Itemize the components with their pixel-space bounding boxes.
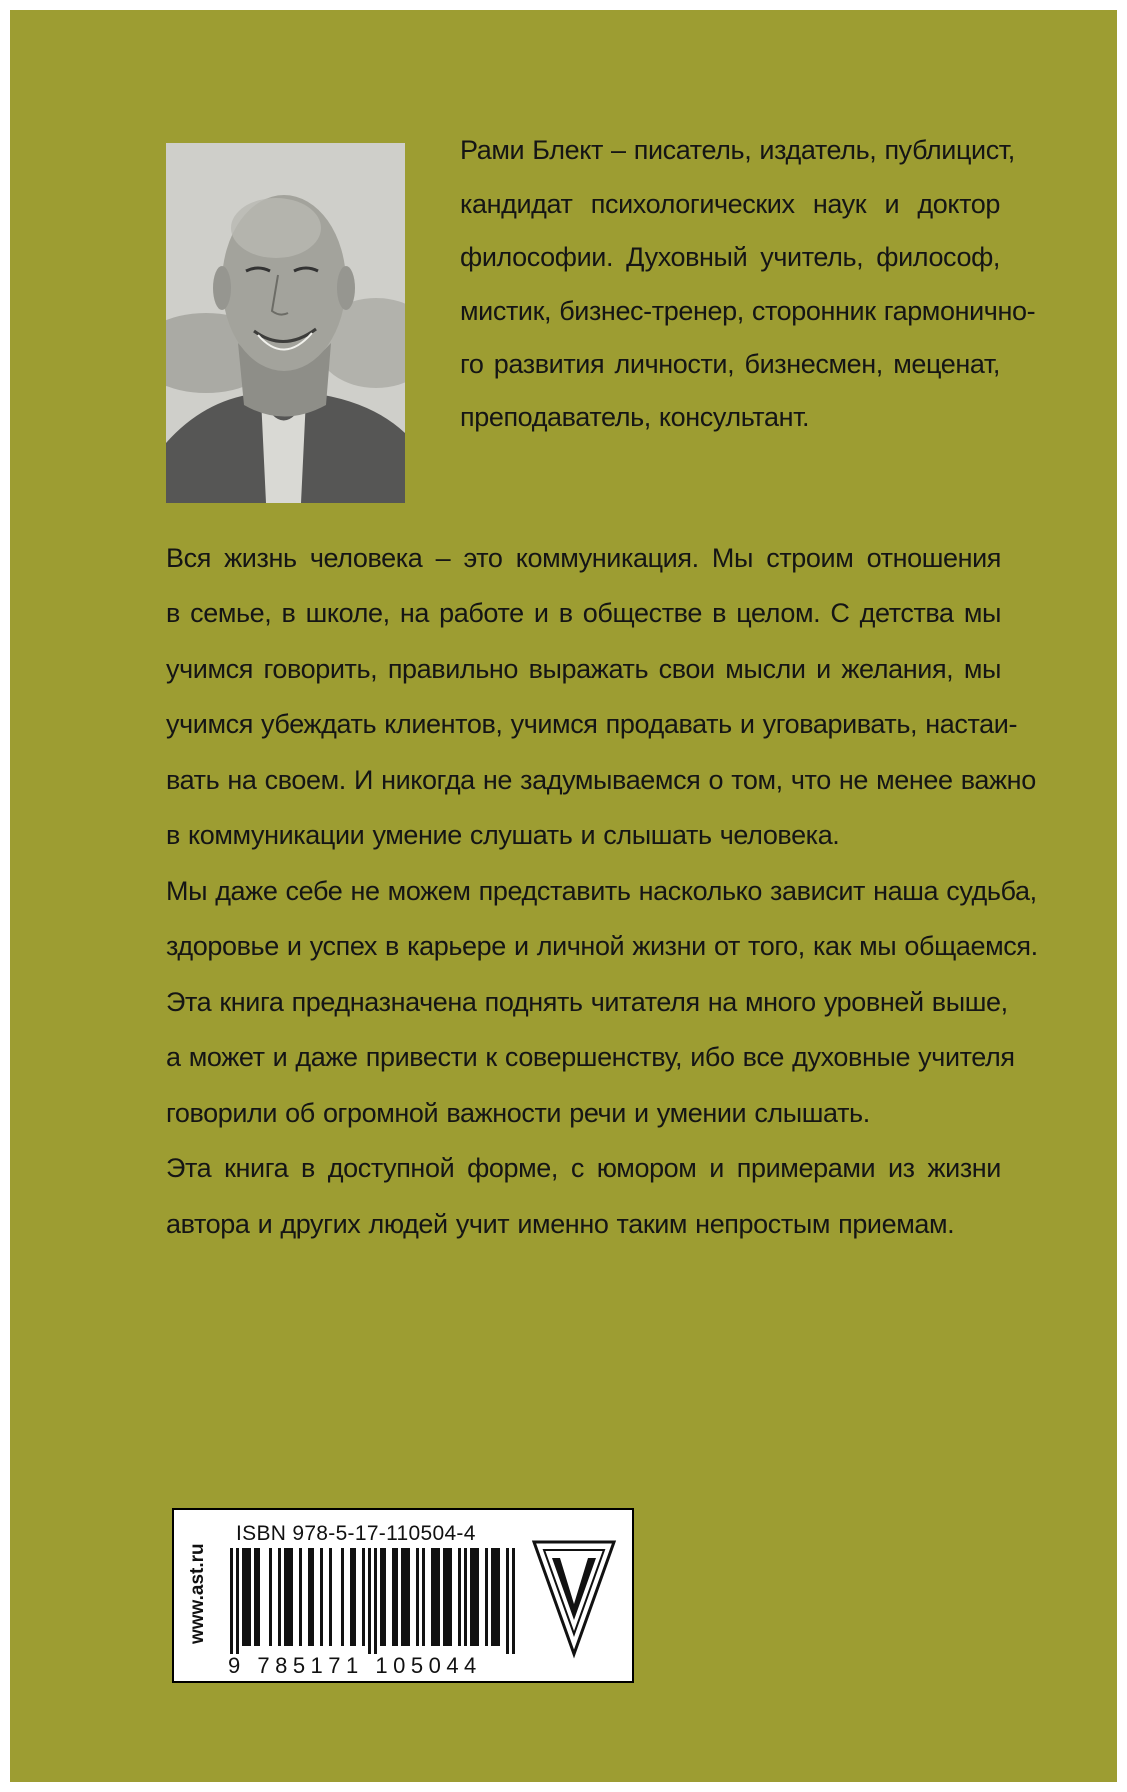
- bio-line: мистик, бизнес-тренер, сторонник гармонично-: [460, 296, 1036, 326]
- barcode-bar: [290, 1548, 293, 1646]
- barcode-bar: [284, 1548, 287, 1646]
- barcode-bar: [269, 1548, 272, 1646]
- description-line: Мы даже себе не можем представить насколько зависит наша судьба,: [166, 876, 1037, 906]
- description-line: Вся жизнь человека – это коммуникация. Мы строим отношения: [166, 543, 1001, 573]
- description-line: Эта книга предназначена поднять читателя на много уровней выше,: [166, 987, 1008, 1017]
- description-line: Эта книга в доступной форме, с юмором и примерами из жизни: [166, 1153, 1001, 1183]
- barcode-bar: [512, 1548, 515, 1654]
- barcode-bar: [308, 1548, 311, 1646]
- barcode-bar: [407, 1548, 410, 1646]
- bio-line: кандидат психологических наук и доктор: [460, 189, 1000, 219]
- bio-line: преподаватель, консультант.: [460, 402, 810, 432]
- barcode-bars: [222, 1548, 522, 1654]
- barcode-bar: [491, 1548, 494, 1646]
- barcode-bar: [368, 1548, 371, 1654]
- barcode-bar: [437, 1548, 440, 1646]
- description-line: а может и даже привести к совершенству, ибо все духовные учителя: [166, 1042, 1015, 1072]
- barcode-bar: [380, 1548, 383, 1646]
- author-photo: [166, 143, 405, 503]
- barcode-bar: [473, 1548, 476, 1646]
- barcode-bar: [416, 1548, 419, 1646]
- barcode-bar: [242, 1548, 245, 1646]
- barcode-bar: [320, 1548, 323, 1646]
- barcode-bar: [287, 1548, 290, 1646]
- barcode-bar: [404, 1548, 407, 1646]
- barcode-bar: [485, 1548, 488, 1646]
- barcode-bar: [494, 1548, 497, 1646]
- barcode-bar: [458, 1548, 461, 1646]
- barcode-bar: [341, 1548, 344, 1646]
- barcode-bar: [476, 1548, 479, 1646]
- description-line: учимся говорить, правильно выражать свои мысли и желания, мы: [166, 654, 1001, 684]
- barcode-bar: [254, 1548, 257, 1646]
- description-line: автора и других людей учит именно таким непростым приемам.: [166, 1209, 955, 1239]
- publisher-website: www.ast.ru: [187, 1543, 208, 1645]
- barcode-bar: [434, 1548, 437, 1646]
- barcode-bar: [257, 1548, 260, 1646]
- barcode-bar: [278, 1548, 281, 1646]
- barcode-bar: [353, 1548, 356, 1646]
- barcode-bar: [329, 1548, 332, 1646]
- barcode-bar: [443, 1548, 446, 1646]
- description-line: говорили об огромной важности речи и умении слышать.: [166, 1098, 870, 1128]
- publisher-logo-icon: [530, 1536, 618, 1661]
- barcode-bar: [446, 1548, 449, 1646]
- description-line: в семье, в школе, на работе и в обществе в целом. С детства мы: [166, 598, 1001, 628]
- barcode-bar: [236, 1548, 239, 1654]
- description-line: вать на своем. И никогда не задумываемся о том, что не менее важно: [166, 765, 1036, 795]
- barcode-bar: [392, 1548, 395, 1646]
- barcode-bar: [401, 1548, 404, 1646]
- barcode-bar: [383, 1548, 386, 1646]
- bio-line: философии. Духовный учитель, философ,: [460, 242, 1000, 272]
- isbn-number: ISBN 978-5-17-110504-4: [236, 1522, 476, 1545]
- barcode-bar: [350, 1548, 353, 1646]
- barcode-bar: [230, 1548, 233, 1654]
- barcode-bar: [497, 1548, 500, 1646]
- bio-line: го развития личности, бизнесмен, меценат,: [460, 349, 1000, 379]
- barcode-bar: [245, 1548, 248, 1646]
- description-line: в коммуникации умение слушать и слышать человека.: [166, 820, 840, 850]
- barcode-bar: [374, 1548, 377, 1654]
- barcode-digits: 9 785171 105044: [228, 1653, 482, 1678]
- description-line: учимся убеждать клиентов, учимся продавать и уговаривать, настаи-: [166, 709, 1018, 739]
- barcode-bar: [362, 1548, 365, 1646]
- barcode-bar: [311, 1548, 314, 1646]
- barcode-bar: [431, 1548, 434, 1646]
- barcode-bar: [248, 1548, 251, 1646]
- bio-line: Рами Блект – писатель, издатель, публицист,: [460, 135, 1015, 165]
- barcode-bar: [470, 1548, 473, 1646]
- barcode-bar: [464, 1548, 467, 1646]
- barcode-panel: [172, 1508, 634, 1683]
- barcode-bar: [449, 1548, 452, 1646]
- description-line: здоровье и успех в карьере и личной жизни от того, как мы общаемся.: [166, 931, 1038, 961]
- barcode-bar: [506, 1548, 509, 1654]
- barcode-bar: [422, 1548, 425, 1646]
- barcode-bar: [395, 1548, 398, 1646]
- barcode-bar: [299, 1548, 302, 1646]
